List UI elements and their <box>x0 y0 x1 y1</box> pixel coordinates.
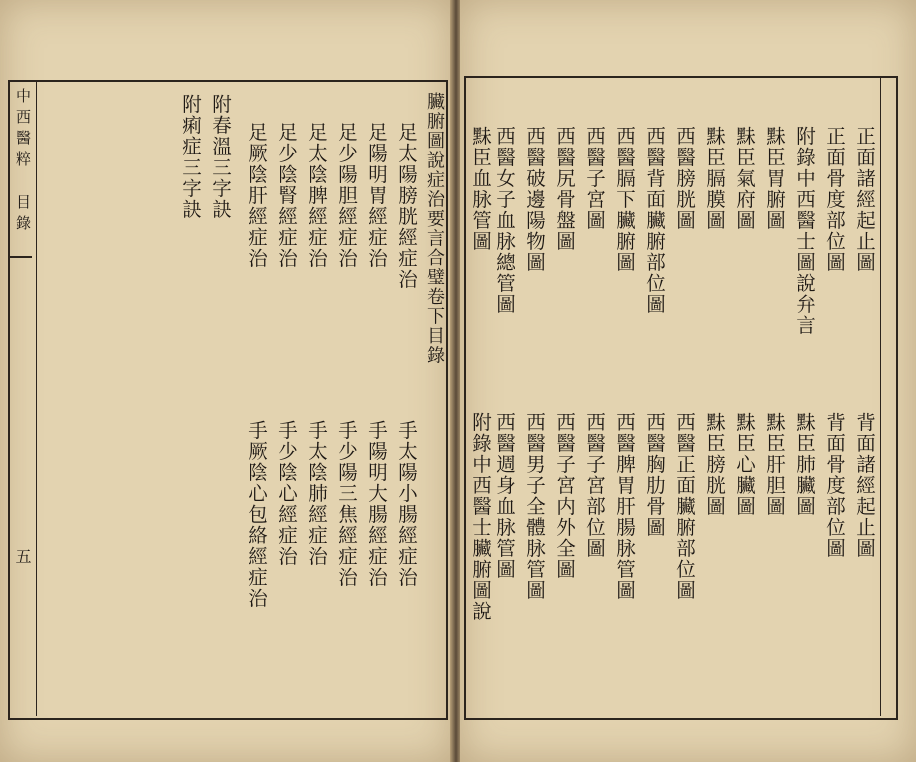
list-item: 手厥陰心包絡經症治 <box>245 420 268 609</box>
appendix-item: 附痢症三字訣 <box>179 94 202 220</box>
list-item: 西醫破邊陽物圖 <box>523 126 546 273</box>
list-item: 西醫膈下臟腑圖 <box>613 126 636 273</box>
list-item: 手太陽小腸經症治 <box>395 420 418 588</box>
list-item: 足厥陰肝經症治 <box>245 122 268 269</box>
list-item: 䵢臣氣府圖 <box>733 126 756 231</box>
list-item: 附錄中西醫士臟腑圖說 <box>469 412 492 622</box>
list-item: 西醫正面臟腑部位圖 <box>673 412 696 601</box>
list-item: 西醫女子血脉總管圖 <box>493 126 516 315</box>
list-item: 背面骨度部位圖 <box>823 412 846 559</box>
list-item: 手少陽三焦經症治 <box>335 420 358 588</box>
left-page <box>0 0 452 762</box>
list-item: 手陽明大腸經症治 <box>365 420 388 588</box>
list-item: 䵢臣肝胆圖 <box>763 412 786 517</box>
page-number: 五 <box>13 548 32 564</box>
book-title-margin <box>8 88 34 236</box>
list-item: 西醫週身血脉管圖 <box>493 412 516 580</box>
list-item: 䵢臣血脉管圖 <box>469 126 492 252</box>
list-item: 䵢臣膀胱圖 <box>703 412 726 517</box>
list-item: 足太陽膀胱經症治 <box>395 122 418 290</box>
list-item: 手太陰肺經症治 <box>305 420 328 567</box>
list-item: 足太陰脾經症治 <box>305 122 328 269</box>
list-item: 西醫膀胱圖 <box>673 126 696 231</box>
fish-tail-mark <box>10 256 32 270</box>
list-item: 附錄中西醫士圖說弁言 <box>793 126 816 336</box>
list-item: 西醫脾胃肝腸脉管圖 <box>613 412 636 601</box>
list-item: 西醫子宮内外全圖 <box>553 412 576 580</box>
margin-divider-line <box>880 78 881 716</box>
list-item: 䵢臣肺臟圖 <box>793 412 816 517</box>
margin-divider-line <box>36 82 37 716</box>
list-item: 西醫子宮部位圖 <box>583 412 606 559</box>
list-item: 足陽明胃經症治 <box>365 122 388 269</box>
list-item: 手少陰心經症治 <box>275 420 298 567</box>
list-item: 足少陽胆經症治 <box>335 122 358 269</box>
section-label: 目錄 <box>14 194 32 236</box>
list-item: 正面諸經起止圖 <box>853 126 876 273</box>
list-item: 足少陰腎經症治 <box>275 122 298 269</box>
list-item: 䵢臣膈膜圖 <box>703 126 726 231</box>
volume-heading: 臟腑圖說症治要言合璧卷下目錄 <box>424 92 445 365</box>
list-item: 西醫胸肋骨圖 <box>643 412 666 538</box>
list-item: 西醫子宮圖 <box>583 126 606 231</box>
list-item: 背面諸經起止圖 <box>853 412 876 559</box>
list-item: 西醫男子全體脉管圖 <box>523 412 546 601</box>
list-item: 西醫尻骨盤圖 <box>553 126 576 252</box>
book-title: 中西醫粹 <box>14 88 32 172</box>
list-item: 䵢臣心臟圖 <box>733 412 756 517</box>
appendix-item: 附春溫三字訣 <box>209 94 232 220</box>
list-item: 西醫背面臟腑部位圖 <box>643 126 666 315</box>
list-item: 正面骨度部位圖 <box>823 126 846 273</box>
list-item: 䵢臣胃腑圖 <box>763 126 786 231</box>
